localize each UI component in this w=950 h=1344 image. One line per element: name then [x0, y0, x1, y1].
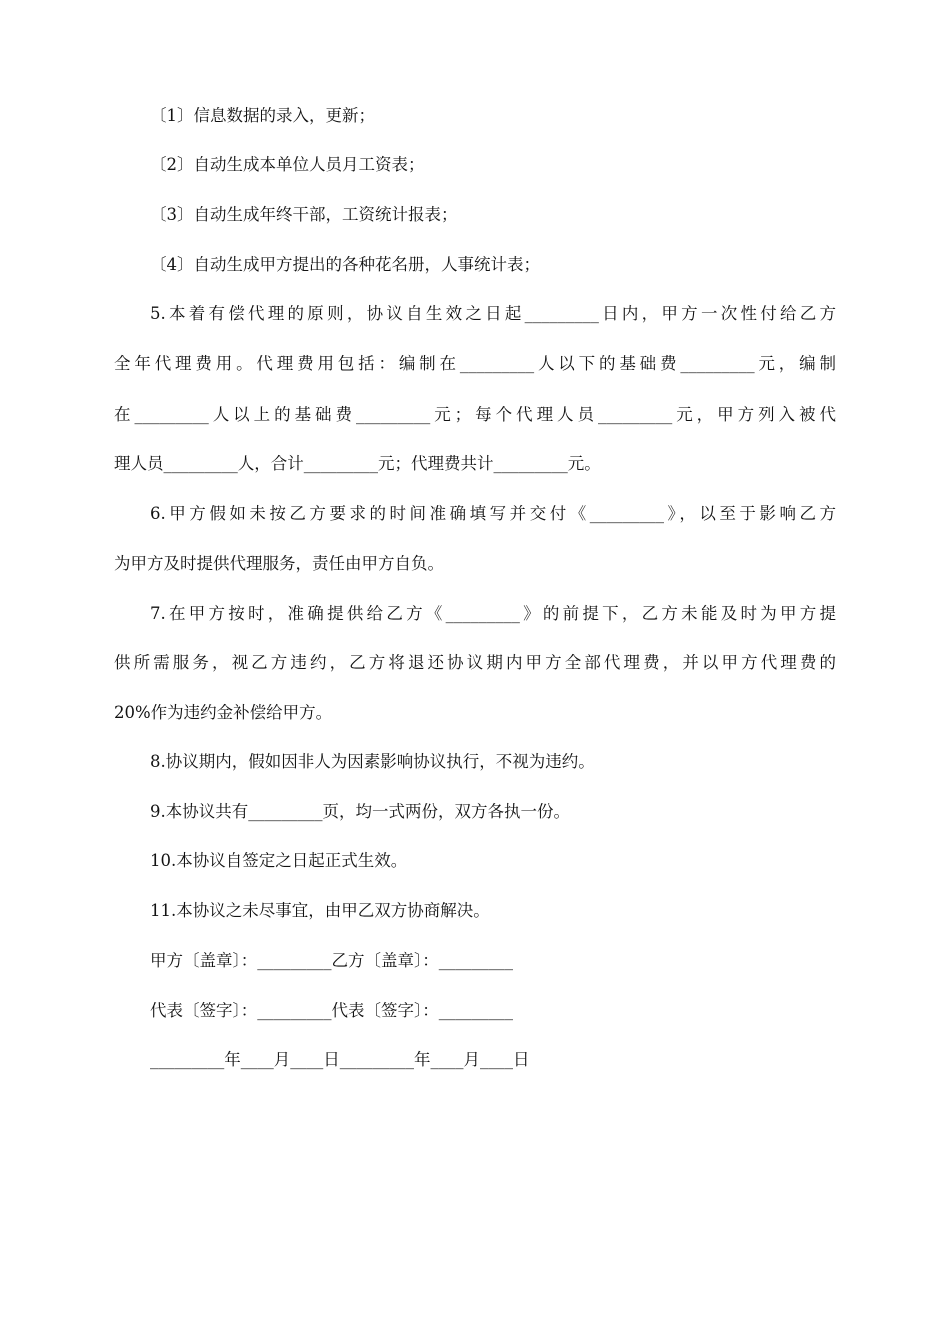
- seal-line: 甲方〔盖章〕：_________乙方〔盖章〕：_________: [150, 951, 513, 970]
- clause-11: 11.本协议之未尽事宜，由甲乙双方协商解决。: [150, 901, 490, 920]
- clause-10: 10.本协议自签定之日起正式生效。: [150, 851, 408, 870]
- clause-6-line-1: 6.甲方假如未按乙方要求的时间准确填写并交付《_________》，以至于影响乙方: [150, 504, 836, 523]
- clause-7-line-1: 7.在甲方按时，准确提供给乙方《_________》的前提下，乙方未能及时为甲方提: [150, 604, 836, 623]
- item-1-data-entry: 〔1〕信息数据的录入，更新；: [150, 106, 375, 125]
- clause-7-line-2: 供所需服务，视乙方违约，乙方将退还协议期内甲方全部代理费，并以甲方代理费的: [114, 653, 836, 672]
- clause-5-line-2: 全年代理费用。代理费用包括：编制在_________人以下的基础费_________元，编制: [114, 354, 836, 373]
- clause-5-line-1: 5.本着有偿代理的原则，协议自生效之日起_________日内，甲方一次性付给乙方: [150, 304, 836, 323]
- clause-8: 8.协议期内，假如因非人为因素影响协议执行，不视为违约。: [150, 752, 595, 771]
- item-4-rosters: 〔4〕自动生成甲方提出的各种花名册，人事统计表；: [150, 255, 540, 274]
- clause-7-line-3: 20%作为违约金补偿给甲方。: [114, 703, 333, 722]
- clause-5-line-4: 理人员_________人，合计_________元；代理费共计_________元。: [114, 454, 601, 473]
- clause-6-line-2: 为甲方及时提供代理服务，责任由甲方自负。: [114, 554, 444, 573]
- signature-line: 代表〔签字〕：_________代表〔签字〕：_________: [150, 1001, 513, 1020]
- item-3-annual-report: 〔3〕自动生成年终干部，工资统计报表；: [150, 205, 458, 224]
- clause-5-line-3: 在_________人以上的基础费_________元；每个代理人员_________元，甲方列入被代: [114, 405, 836, 424]
- date-line: _________年____月____日_________年____月____日: [150, 1050, 530, 1069]
- item-2-monthly-payroll: 〔2〕自动生成本单位人员月工资表；: [150, 155, 425, 174]
- clause-9: 9.本协议共有_________页，均一式两份，双方各执一份。: [150, 802, 570, 821]
